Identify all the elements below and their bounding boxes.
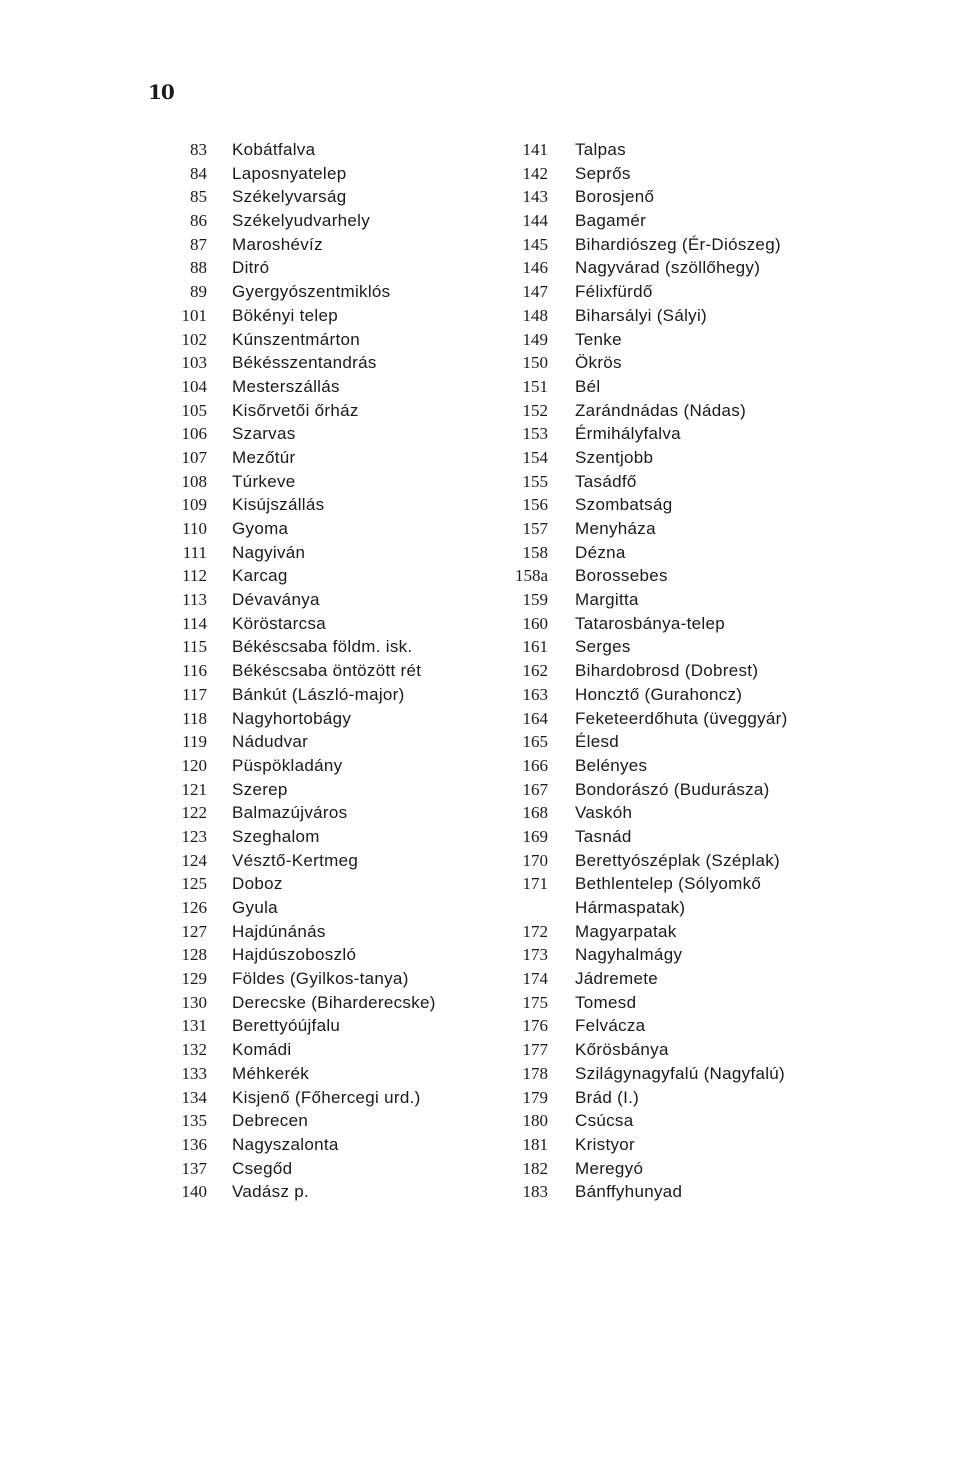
- station-number: 125: [181, 874, 207, 894]
- station-entry: [500, 612, 860, 636]
- station-number: 174: [522, 969, 548, 989]
- station-name: Kőrösbánya: [575, 1040, 669, 1060]
- station-name: Félixfürdő: [575, 282, 653, 302]
- station-number: 167: [522, 779, 548, 799]
- station-name: Derecske (Biharderecske): [232, 992, 436, 1012]
- station-entry: [150, 896, 490, 920]
- station-number: 172: [522, 921, 548, 941]
- station-name: Laposnyatelep: [232, 163, 347, 183]
- station-name: Jádremete: [575, 969, 659, 989]
- station-number: 168: [522, 803, 548, 823]
- station-name: Szeghalom: [232, 826, 320, 846]
- station-number: 128: [181, 945, 207, 965]
- station-entry: [150, 138, 490, 162]
- station-entry: [150, 635, 490, 659]
- station-entry: [150, 328, 490, 352]
- station-number: 112: [182, 566, 207, 586]
- station-name: Komádi: [232, 1040, 292, 1060]
- station-name: Békésszentandrás: [232, 353, 377, 373]
- station-entry: [500, 1038, 860, 1062]
- station-entry: [500, 209, 860, 233]
- station-name: Nagyvárad (szöllőhegy): [575, 258, 761, 278]
- station-number: 129: [181, 969, 207, 989]
- station-entry: [500, 1180, 860, 1204]
- station-entry: [150, 943, 490, 967]
- station-entry: [150, 612, 490, 636]
- station-name: Szombatság: [575, 495, 673, 515]
- station-name: Hajdúszoboszló: [232, 945, 357, 965]
- station-name: Békéscsaba földm. isk.: [232, 637, 413, 657]
- station-number: 111: [182, 542, 207, 562]
- station-name: Túrkeve: [232, 471, 296, 491]
- station-entry: [500, 659, 860, 683]
- station-entry: [500, 872, 860, 919]
- station-name: Belényes: [575, 755, 648, 775]
- station-name: Dévaványa: [232, 590, 320, 610]
- station-name: Seprős: [575, 163, 631, 183]
- station-number: 83: [190, 140, 207, 159]
- station-name: Bánkút (László-major): [232, 684, 405, 704]
- station-entry: [150, 209, 490, 233]
- station-name: Talpas: [575, 140, 626, 159]
- station-number: 171: [522, 874, 548, 894]
- station-name: Csúcsa: [575, 1111, 634, 1131]
- station-name: Bondorászó (Budurásza): [575, 779, 770, 799]
- station-number: 104: [181, 376, 207, 396]
- station-name: Maroshévíz: [232, 234, 323, 254]
- station-name: Doboz: [232, 874, 283, 894]
- station-entry: [500, 256, 860, 280]
- station-entry: [500, 1086, 860, 1110]
- station-number: 162: [522, 661, 548, 681]
- station-number: 154: [522, 447, 548, 467]
- station-name: Bagamér: [575, 211, 647, 231]
- station-entry: [150, 304, 490, 328]
- station-number: 140: [181, 1182, 207, 1202]
- station-entry: [500, 849, 860, 873]
- station-number: 175: [522, 992, 548, 1012]
- station-entry: [150, 872, 490, 896]
- station-entry: [150, 493, 490, 517]
- station-name: Magyarpatak: [575, 921, 677, 941]
- station-entry: [150, 446, 490, 470]
- station-entry: [150, 991, 490, 1015]
- station-number: 143: [522, 187, 548, 207]
- station-name: Kisőrvetői őrház: [232, 400, 359, 420]
- station-entry: [150, 541, 490, 565]
- station-entry: [500, 1062, 860, 1086]
- station-name: Csegőd: [232, 1158, 293, 1178]
- station-number: 177: [522, 1040, 548, 1060]
- station-name: Ditró: [232, 258, 270, 278]
- station-number: 159: [522, 590, 548, 610]
- station-name: Szentjobb: [575, 447, 654, 467]
- station-name: Tatarosbánya-telep: [575, 613, 725, 633]
- station-entry: [150, 422, 490, 446]
- station-number: 105: [181, 400, 207, 420]
- station-entry: [150, 517, 490, 541]
- station-entry: [150, 280, 490, 304]
- station-entry: [500, 1014, 860, 1038]
- station-number: 121: [181, 779, 207, 799]
- station-entry: [500, 1109, 860, 1133]
- station-entry: [500, 730, 860, 754]
- station-number: 149: [522, 329, 548, 349]
- station-number: 179: [522, 1087, 548, 1107]
- station-number: 142: [522, 163, 548, 183]
- station-name: Meregyó: [575, 1158, 644, 1178]
- station-name: Szarvas: [232, 424, 296, 444]
- station-entry: [500, 943, 860, 967]
- station-name: Szilágynagyfalú (Nagyfalú): [575, 1063, 786, 1083]
- station-name: Mezőtúr: [232, 447, 296, 467]
- station-entry: [500, 233, 860, 257]
- station-entry: [150, 730, 490, 754]
- station-entry: [150, 185, 490, 209]
- station-entry: [150, 920, 490, 944]
- station-number: 118: [182, 708, 207, 728]
- station-number: 85: [190, 187, 207, 207]
- station-entry: [500, 920, 860, 944]
- station-number: 114: [182, 613, 207, 633]
- station-number: 135: [181, 1111, 207, 1131]
- station-number: 130: [181, 992, 207, 1012]
- right-column: [500, 138, 860, 1204]
- station-entry: [500, 588, 860, 612]
- station-name: Békéscsaba öntözött rét: [232, 661, 422, 681]
- station-entry: [150, 849, 490, 873]
- station-name: Brád (I.): [575, 1087, 640, 1107]
- station-number: 127: [181, 921, 207, 941]
- station-name: Honcztő (Gurahoncz): [575, 684, 743, 704]
- station-entry: [150, 375, 490, 399]
- station-number: 158a: [514, 566, 548, 586]
- station-number: 180: [522, 1111, 548, 1131]
- station-number: 176: [522, 1016, 548, 1036]
- station-entry: [500, 1157, 860, 1181]
- station-number: 182: [522, 1158, 548, 1178]
- station-name: Nagyszalonta: [232, 1134, 339, 1154]
- station-entry: [150, 162, 490, 186]
- station-entry: [500, 635, 860, 659]
- station-name: Gyula: [232, 898, 278, 917]
- station-entry: [500, 162, 860, 186]
- station-number: 133: [181, 1063, 207, 1083]
- station-entry: [500, 541, 860, 565]
- station-number: 122: [181, 803, 207, 823]
- station-number: 151: [522, 376, 548, 396]
- station-name: Tomesd: [575, 992, 637, 1012]
- station-number: 161: [522, 637, 548, 657]
- station-number: 170: [522, 850, 548, 870]
- station-entry: [500, 280, 860, 304]
- station-entry: [150, 470, 490, 494]
- station-name: Méhkerék: [232, 1063, 310, 1083]
- station-entry: [500, 754, 860, 778]
- station-entry: [500, 564, 860, 588]
- station-name: Nádudvar: [232, 732, 309, 752]
- page-number: 10: [148, 80, 174, 104]
- station-name: Karcag: [232, 566, 288, 586]
- station-name: Borosjenő: [575, 187, 655, 207]
- station-number: 132: [181, 1040, 207, 1060]
- station-entry: [500, 138, 860, 162]
- station-number: 115: [182, 637, 207, 657]
- station-name: Bánffyhunyad: [575, 1182, 683, 1202]
- station-entry: [500, 991, 860, 1015]
- station-number: 131: [181, 1016, 207, 1036]
- station-entry: [500, 470, 860, 494]
- station-entry: [150, 801, 490, 825]
- station-name: Hajdúnánás: [232, 921, 326, 941]
- station-name: Püspökladány: [232, 755, 343, 775]
- station-name: Berettyóújfalu: [232, 1016, 341, 1036]
- station-number: 88: [190, 258, 207, 278]
- station-number: 109: [181, 495, 207, 515]
- station-entry: [500, 1133, 860, 1157]
- station-entry: [500, 351, 860, 375]
- station-entry: [500, 493, 860, 517]
- station-entry: [150, 256, 490, 280]
- station-number: 155: [522, 471, 548, 491]
- station-number: 110: [182, 519, 207, 538]
- station-number: 103: [181, 353, 207, 373]
- station-entry: [150, 1109, 490, 1133]
- station-name: Borossebes: [575, 566, 668, 586]
- station-number: 147: [522, 282, 548, 302]
- station-name: Margitta: [575, 590, 639, 610]
- station-name: Élesd: [575, 732, 620, 752]
- station-name: Debrecen: [232, 1111, 309, 1131]
- station-number: 158: [522, 542, 548, 562]
- station-entry: [150, 233, 490, 257]
- station-number: 136: [181, 1134, 207, 1154]
- station-name: Nagyhalmágy: [575, 945, 683, 965]
- station-entry: [150, 1157, 490, 1181]
- station-name: Bél: [575, 376, 601, 396]
- station-name: Kristyor: [575, 1134, 636, 1154]
- station-entry: [150, 778, 490, 802]
- station-name: Székelyvarság: [232, 187, 347, 207]
- station-entry: [150, 1086, 490, 1110]
- station-number: 87: [190, 234, 207, 254]
- station-number: 116: [182, 661, 207, 681]
- station-number: 120: [181, 755, 207, 775]
- station-entry: [150, 1038, 490, 1062]
- station-entry: [150, 1180, 490, 1204]
- station-number: 113: [182, 590, 207, 610]
- station-number: 141: [522, 140, 548, 159]
- station-number: 119: [182, 732, 207, 752]
- station-entry: [150, 1133, 490, 1157]
- station-number: 145: [522, 234, 548, 254]
- station-number: 150: [522, 353, 548, 373]
- station-number: 157: [522, 519, 548, 538]
- station-name: Szerep: [232, 779, 288, 799]
- station-name: Székelyudvarhely: [232, 211, 371, 231]
- station-entry: [150, 825, 490, 849]
- station-name: Kúnszentmárton: [232, 329, 360, 349]
- station-name: Felvácza: [575, 1016, 646, 1036]
- station-entry: [500, 185, 860, 209]
- station-entry: [500, 801, 860, 825]
- station-entry: [500, 825, 860, 849]
- station-entry: [150, 967, 490, 991]
- station-name: Vésztő-Kertmeg: [232, 850, 359, 870]
- station-number: 163: [522, 684, 548, 704]
- station-number: 183: [522, 1182, 548, 1202]
- station-entry: [150, 707, 490, 731]
- station-name: Földes (Gyilkos-tanya): [232, 969, 409, 989]
- station-entry: [500, 967, 860, 991]
- station-name: Kisjenő (Főhercegi urd.): [232, 1087, 421, 1107]
- station-name: Kisújszállás: [232, 495, 325, 515]
- station-name: Tasnád: [575, 826, 632, 846]
- station-name: Bihardobrosd (Dobrest): [575, 661, 759, 681]
- station-number: 160: [522, 613, 548, 633]
- station-number: 106: [181, 424, 207, 444]
- station-entry: [150, 754, 490, 778]
- station-name: Érmihályfalva: [575, 424, 681, 444]
- station-number: 107: [181, 447, 207, 467]
- station-name: Tenke: [575, 329, 622, 349]
- station-number: 134: [181, 1087, 207, 1107]
- station-name: Bökényi telep: [232, 305, 338, 325]
- station-name: Biharsályi (Sályi): [575, 305, 707, 325]
- station-number: 101: [181, 305, 207, 325]
- station-entry: [500, 707, 860, 731]
- station-number: 181: [522, 1134, 548, 1154]
- station-name: Köröstarcsa: [232, 613, 327, 633]
- station-name: Mesterszállás: [232, 376, 340, 396]
- station-number: 137: [181, 1158, 207, 1178]
- station-number: 164: [522, 708, 548, 728]
- station-number: 84: [190, 163, 207, 183]
- station-number: 166: [522, 755, 548, 775]
- station-name: Nagyiván: [232, 542, 306, 562]
- station-entry: [500, 304, 860, 328]
- station-entry: [500, 328, 860, 352]
- station-number: 126: [181, 898, 207, 917]
- station-number: 146: [522, 258, 548, 278]
- station-number: 148: [522, 305, 548, 325]
- station-name: Nagyhortobágy: [232, 708, 352, 728]
- station-entry: [150, 683, 490, 707]
- station-name: Menyháza: [575, 519, 656, 538]
- station-number: 152: [522, 400, 548, 420]
- station-entry: [150, 659, 490, 683]
- left-column: [150, 138, 490, 1204]
- station-entry: [150, 1062, 490, 1086]
- station-number: 117: [182, 684, 207, 704]
- station-name: Ökrös: [575, 353, 622, 373]
- station-name: Tasádfő: [575, 471, 637, 491]
- station-entry: [500, 375, 860, 399]
- station-number: 178: [522, 1063, 548, 1083]
- station-number: 165: [522, 732, 548, 752]
- station-entry: [500, 446, 860, 470]
- station-number: 169: [522, 826, 548, 846]
- station-name: Balmazújváros: [232, 803, 348, 823]
- station-entry: [500, 778, 860, 802]
- station-entry: [500, 517, 860, 541]
- station-name: Berettyószéplak (Széplak): [575, 850, 780, 870]
- station-number: 86: [190, 211, 207, 231]
- station-entry: [500, 422, 860, 446]
- station-name: Vadász p.: [232, 1182, 310, 1202]
- station-number: 144: [522, 211, 548, 231]
- station-entry: [150, 564, 490, 588]
- station-number: 123: [181, 826, 207, 846]
- station-entry: [500, 399, 860, 423]
- station-entry: [150, 1014, 490, 1038]
- station-name: Feketeerdőhuta (üveggyár): [575, 708, 788, 728]
- station-entry: [500, 683, 860, 707]
- station-number: 89: [190, 282, 207, 302]
- station-number: 108: [181, 471, 207, 491]
- station-name: Gyoma: [232, 519, 289, 538]
- station-name: Kobátfalva: [232, 140, 316, 159]
- station-name: Zarándnádas (Nádas): [575, 400, 747, 420]
- station-entry: [150, 588, 490, 612]
- station-name: Serges: [575, 637, 631, 657]
- station-number: 153: [522, 424, 548, 444]
- station-name: Dézna: [575, 542, 626, 562]
- station-name: Gyergyószentmiklós: [232, 282, 391, 302]
- station-number: 173: [522, 945, 548, 965]
- station-name: Vaskóh: [575, 803, 633, 823]
- station-name: Bethlentelep (Sólyomkő Hármaspatak): [575, 874, 762, 918]
- station-number: 124: [181, 850, 207, 870]
- station-name: Bihardiószeg (Ér-Diószeg): [575, 234, 781, 254]
- station-entry: [150, 351, 490, 375]
- station-number: 102: [181, 329, 207, 349]
- station-entry: [150, 399, 490, 423]
- station-number: 156: [522, 495, 548, 515]
